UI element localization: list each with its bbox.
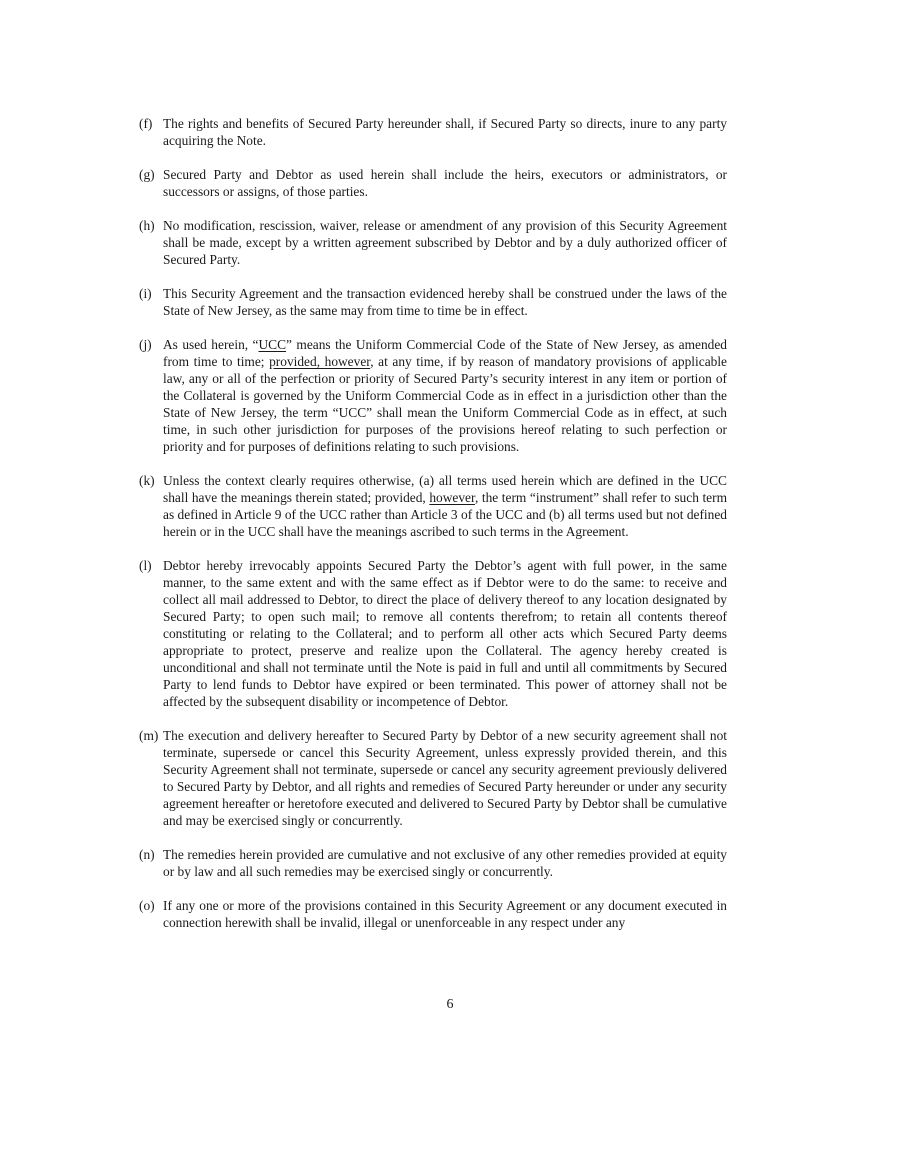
- section-text: [163, 558, 727, 709]
- text-run: The remedies herein provided are cumulative and not exclusive of any other remedies provided at equity or by law and all such remedies may be exercised singly or concurrently.: [163, 847, 727, 879]
- text-run: If any one or more of the provisions contained in this Security Agreement or any document executed in connection herewith shall be invalid, illegal or unenforceable in any respect under any: [163, 898, 727, 930]
- section-label: (n): [139, 847, 155, 862]
- section-label: (l): [139, 558, 152, 573]
- section-label: (j): [139, 337, 152, 352]
- section-o: [139, 897, 727, 931]
- section-text: [163, 116, 727, 148]
- section-l: [139, 557, 727, 710]
- section-label: (k): [139, 473, 155, 488]
- section-text: [163, 167, 727, 199]
- section-list: [139, 115, 727, 948]
- section-label: (o): [139, 898, 155, 913]
- section-h: [139, 217, 727, 268]
- text-run: The rights and benefits of Secured Party hereunder shall, if Secured Party so directs, inure to any party acquiring the Note.: [163, 116, 727, 148]
- text-run: ” means the Uniform Commercial Code of the State of New Jersey, as amended from time to time;: [163, 337, 727, 369]
- text-run: Debtor hereby irrevocably appoints Secured Party the Debtor’s agent with full power, in the same manner, to the same extent and with the same effect as if Debtor were to do the same: to receive and collect all mail addressed to Debtor, to direct the place of delivery thereof to any location designated by Secured Party; to open such mail; to remove all contents therefrom; to retain all contents thereof constituting or relating to the Collateral; and to perform all other acts which Secured Party deems appropriate to protect, preserve and realize upon the Collateral. The agency hereby created is unconditional and shall not terminate until the Note is paid in full and until all commitments by Secured Party to lend funds to Debtor have expired or been terminated. This power of attorney shall not be affected by the subsequent disability or incompetence of Debtor.: [163, 558, 727, 709]
- section-label: (m): [139, 728, 159, 743]
- section-label: (h): [139, 218, 155, 233]
- text-run: Secured Party and Debtor as used herein shall include the heirs, executors or administrators, or successors or assigns, of those parties.: [163, 167, 727, 199]
- section-k: [139, 472, 727, 540]
- text-run: This Security Agreement and the transaction evidenced hereby shall be construed under the laws of the State of New Jersey, as the same may from time to time be in effect.: [163, 286, 727, 318]
- section-label: (g): [139, 167, 155, 182]
- section-j: [139, 336, 727, 455]
- section-text: [163, 898, 727, 930]
- text-run: , the term “instrument” shall refer to such term as defined in Article 9 of the UCC rather than Article 3 of the UCC and (b) all terms used but not defined herein or in the UCC shall have the meanings ascribed to such terms in the Agreement.: [163, 490, 727, 539]
- section-g: [139, 166, 727, 200]
- section-text: [163, 728, 727, 828]
- section-text: [163, 286, 727, 318]
- section-label: (f): [139, 116, 153, 131]
- text-run: The execution and delivery hereafter to Secured Party by Debtor of a new security agreement shall not terminate, supersede or cancel this Security Agreement, unless expressly provided therein, and this Security Agreement shall not terminate, supersede or cancel any security agreement previously delivered to Secured Party by Debtor, and all rights and remedies of Secured Party hereunder or under any security agreement hereafter or heretofore executed and delivered to Secured Party by Debtor shall be cumulative and may be exercised singly or concurrently.: [163, 728, 727, 828]
- text-run: Unless the context clearly requires otherwise, (a) all terms used herein which are defined in the UCC shall have the meanings therein stated; provided,: [163, 473, 727, 505]
- underlined-term: UCC: [258, 337, 287, 352]
- section-label: (i): [139, 286, 152, 301]
- section-f: [139, 115, 727, 149]
- section-text: [163, 218, 727, 267]
- section-text: [163, 337, 727, 454]
- text-run: No modification, rescission, waiver, release or amendment of any provision of this Security Agreement shall be made, except by a written agreement subscribed by Debtor and by a duly authorized officer of Secured Party.: [163, 218, 727, 267]
- underlined-term: provided, however: [269, 354, 371, 369]
- underlined-term: however: [429, 490, 475, 505]
- section-m: [139, 727, 727, 829]
- page-number: 6: [446, 997, 454, 1012]
- section-i: [139, 285, 727, 319]
- text-run: As used herein, “: [163, 337, 259, 352]
- section-text: [163, 473, 727, 539]
- text-run: , at any time, if by reason of mandatory provisions of applicable law, any or all of the perfection or priority of Secured Party’s security interest in any item or portion of the Collateral is governed by the Uniform Commercial Code as in effect in a jurisdiction other than the State of New Jersey, the term “UCC” shall mean the Uniform Commercial Code as in effect, at such time, in such other jurisdiction for purposes of the provisions hereof relating to such perfection or priority and for purposes of definitions relating to such provisions.: [163, 354, 727, 454]
- section-n: [139, 846, 727, 880]
- section-text: [163, 847, 727, 879]
